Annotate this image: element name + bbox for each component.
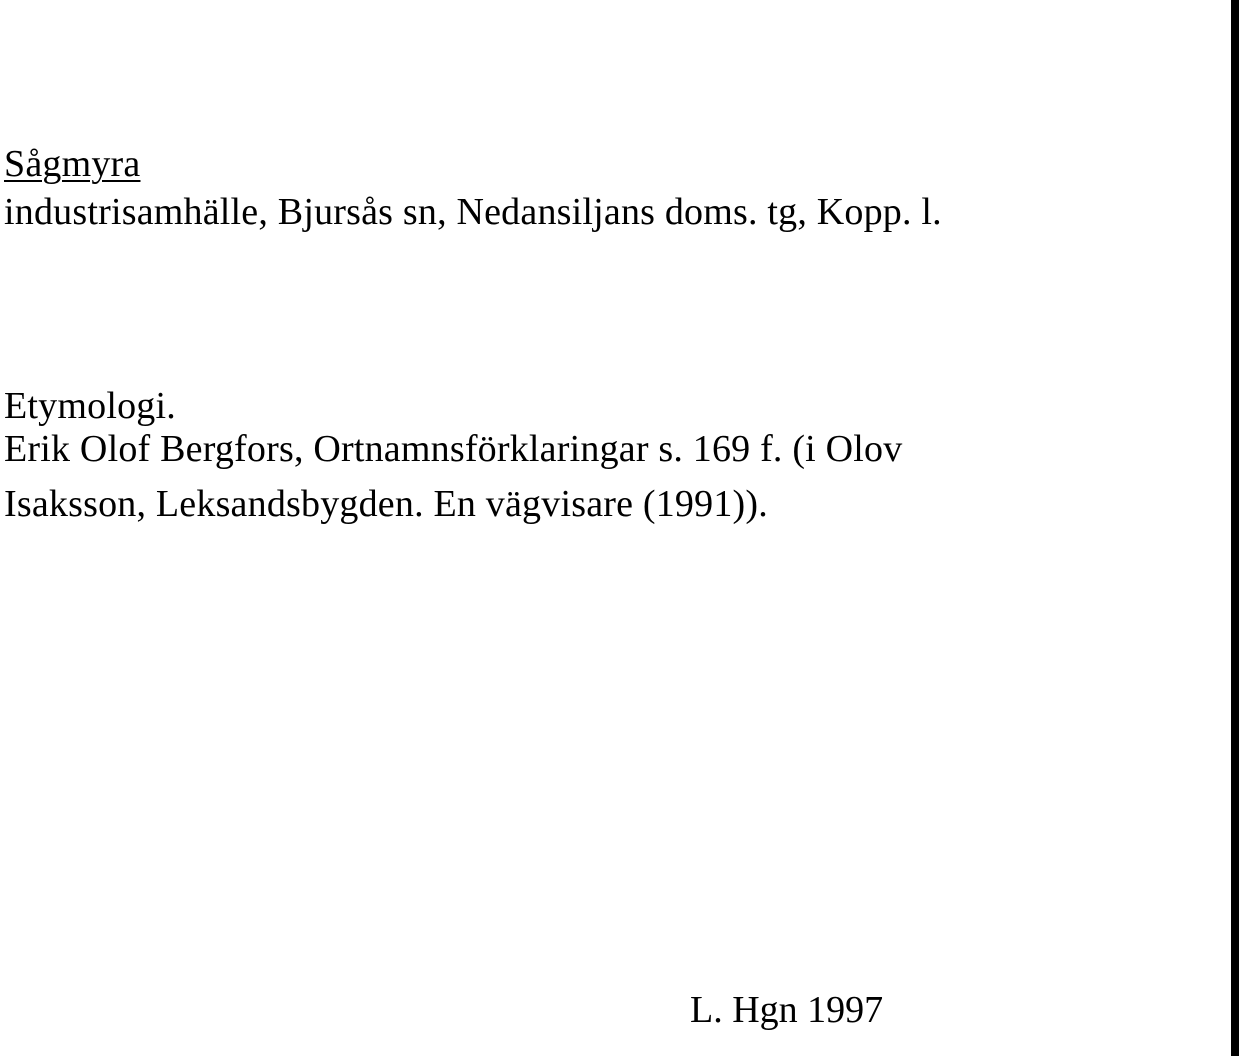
etymology-heading: Etymologi. xyxy=(4,385,176,427)
place-description: industrisamhälle, Bjursås sn, Nedansiljans doms. tg, Kopp. l. xyxy=(4,191,942,233)
place-name-title: Sågmyra xyxy=(4,143,141,185)
card-right-border xyxy=(1231,0,1239,1056)
etymology-reference-line-2: Isaksson, Leksandsbygden. En vägvisare (1991)). xyxy=(4,483,768,525)
author-signature: L. Hgn 1997 xyxy=(690,989,884,1031)
etymology-reference-line-1: Erik Olof Bergfors, Ortnamnsförklaringar s. 169 f. (i Olov xyxy=(4,428,903,470)
